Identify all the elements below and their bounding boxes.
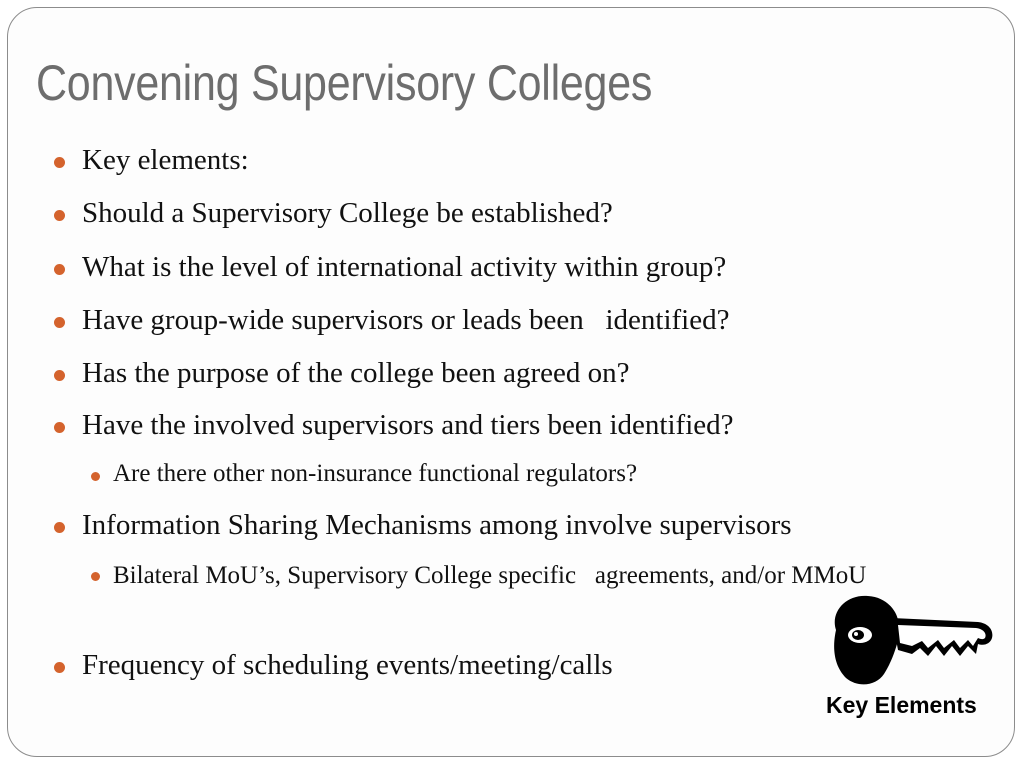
- bullet-item: Have the involved supervisors and tiers been identified?: [82, 409, 734, 441]
- sub-bullet-dot: [91, 572, 100, 581]
- bullet-item: Information Sharing Mechanisms among involve supervisors: [82, 509, 792, 541]
- bullet-item: Frequency of scheduling events/meeting/calls: [82, 649, 613, 681]
- bullet-item: What is the level of international activity within group?: [82, 251, 727, 283]
- bullet-dot: [54, 522, 65, 533]
- bullet-dot: [54, 422, 65, 433]
- bullet-item: Has the purpose of the college been agreed on?: [82, 357, 630, 389]
- bullet-dot: [54, 370, 65, 381]
- bullet-item: Key elements:: [82, 144, 249, 176]
- bullet-dot: [54, 317, 65, 328]
- sub-bullet-dot: [91, 472, 100, 481]
- bullet-dot: [54, 210, 65, 221]
- sub-bullet-item: Are there other non-insurance functional regulators?: [113, 460, 638, 487]
- bullet-dot: [54, 662, 65, 673]
- bullet-item: Have group-wide supervisors or leads been identified?: [82, 304, 730, 336]
- bullet-dot: [54, 264, 65, 275]
- slide-title: Convening Supervisory Colleges: [36, 55, 653, 111]
- bullet-item: Should a Supervisory College be established?: [82, 197, 613, 229]
- bullet-dot: [54, 157, 65, 168]
- key-icon: [828, 590, 998, 690]
- key-elements-caption: Key Elements: [826, 692, 977, 718]
- sub-bullet-item: Bilateral MoU’s, Supervisory College specific agreements, and/or MMoU: [113, 562, 867, 589]
